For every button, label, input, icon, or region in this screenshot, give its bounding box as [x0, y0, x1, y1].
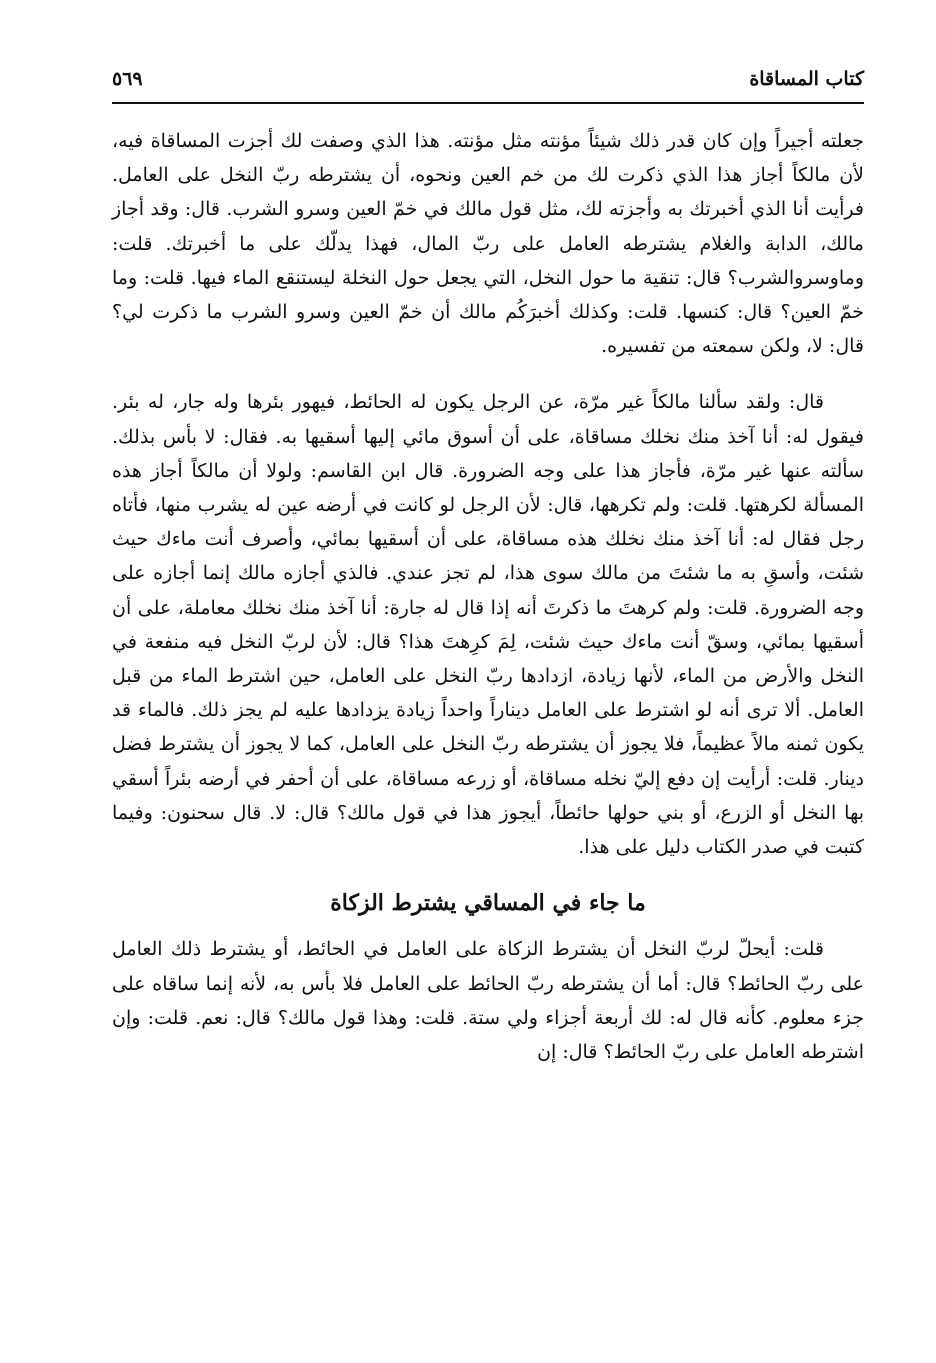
paragraph-1: جعلته أجيراً وإن كان قدر ذلك شيئاً مؤنته مثل مؤنته. هذا الذي وصفت لك أجزت المساقاة فيه، لأن مالكاً أجاز هذا الذي ذكرت لك من خم العين ونحوه، أن يشترطه ربّ النخل على العامل. فرأيت أنا الذي أخبرتك به وأجزته لك، مثل قول مالك في خمّ العين وسرو الشرب. قال: وقد أجاز مالك، الدابة والغلام يشترطه العامل على ربّ المال، فهذا يدلّك على ما أخبرتك. قلت: وماوسروالشرب؟ قال: تنقية ما حول النخل، التي يجعل حول النخلة ليستنقع الماء فيها. قلت: وما خمّ العين؟ قال: كنسها. قلت: وكذلك أخبرَكُم مالك أن خمّ العين وسرو الشرب ما ذكرت لي؟ قال: لا، ولكن سمعته من تفسيره.	[112, 130, 864, 358]
main-text	[112, 124, 864, 1069]
section-heading: ما جاء في المساقي يشترط الزكاة	[330, 890, 646, 917]
running-title: كتاب المساقاة	[749, 68, 864, 90]
page-number: ٥٦٩	[112, 68, 143, 90]
paragraph-2: قال: ولقد سألنا مالكاً غير مرّة، عن الرجل يكون له الحائط، فيهور بئرها وله جار، له بئر. فيقول له: أنا آخذ منك نخلك مساقاة، على أن أسوق مائي إليها أسقيها به. فقال: لا بأس بذلك. سألته عنها غير مرّة، فأجاز هذا على وجه الضرورة. قال ابن القاسم: ولولا أن مالكاً أجاز هذه المسألة لكرهتها. قلت: ولم تكرهها، قال: لأن الرجل لو كانت في أرضه عين له يشرب منها، فأتاه رجل فقال له: أنا آخذ منك نخلك هذه مساقاة، على أن أسقيها بمائي، وأصرف أنت ماءك حيث شئت، وأسقِ به ما شئتَ من مالك سوى هذا، لم تجز عندي. فالذي أجازه مالك إنما أجازه على وجه الضرورة. قلت: ولم كرهتَ ما ذكرتَ أنه إذا قال له جارة: أنا آخذ منك نخلك معاملة، على أن أسقيها بمائي، وسقّ أنت ماءك حيث شئت، لِمَ كرِهتَ هذا؟ قال: لأن لربّ النخل فيه منفعة في النخل والأرض من الماء، لأنها زيادة، ازدادها ربّ النخل على العامل، حين اشترط الماء من قبل العامل. ألا ترى أنه لو اشترط على العامل ديناراً واحداً زيادة يزدادها عليه لم يجز ذلك. فالماء قد يكون ثمنه مالاً عظيماً، فلا يجوز أن يشترطه ربّ النخل على العامل، كما لا يجوز أن يشترط فضل دينار. قلت: أرأيت إن دفع إليّ نخله مساقاة، أو زرعه مساقاة، على أن أحفر في أرضه بئراً أسقي بها النخل أو الزرع، أو بني حولها حائطاً، أيجوز هذا في قول مالك؟ قال: لا. قال سحنون: وفيما كتبت في صدر الكتاب دليل على هذا.	[112, 391, 864, 859]
section-paragraph: قلت: أيحلّ لربّ النخل أن يشترط الزكاة على العامل في الحائط، أو يشترط ذلك العامل على ربّ الحائط؟ قال: أما أن يشترطه ربّ الحائط على العامل فلا بأس به، لأنه إنما ساقاه على جزء معلوم. كأنه قال له: لك أربعة أجزاء ولي ستة. قلت: وهذا قول مالك؟ قال: نعم. قلت: وإن اشترطه العامل على ربّ الحائط؟ قال: إن	[112, 938, 864, 1064]
page-header	[112, 62, 864, 104]
